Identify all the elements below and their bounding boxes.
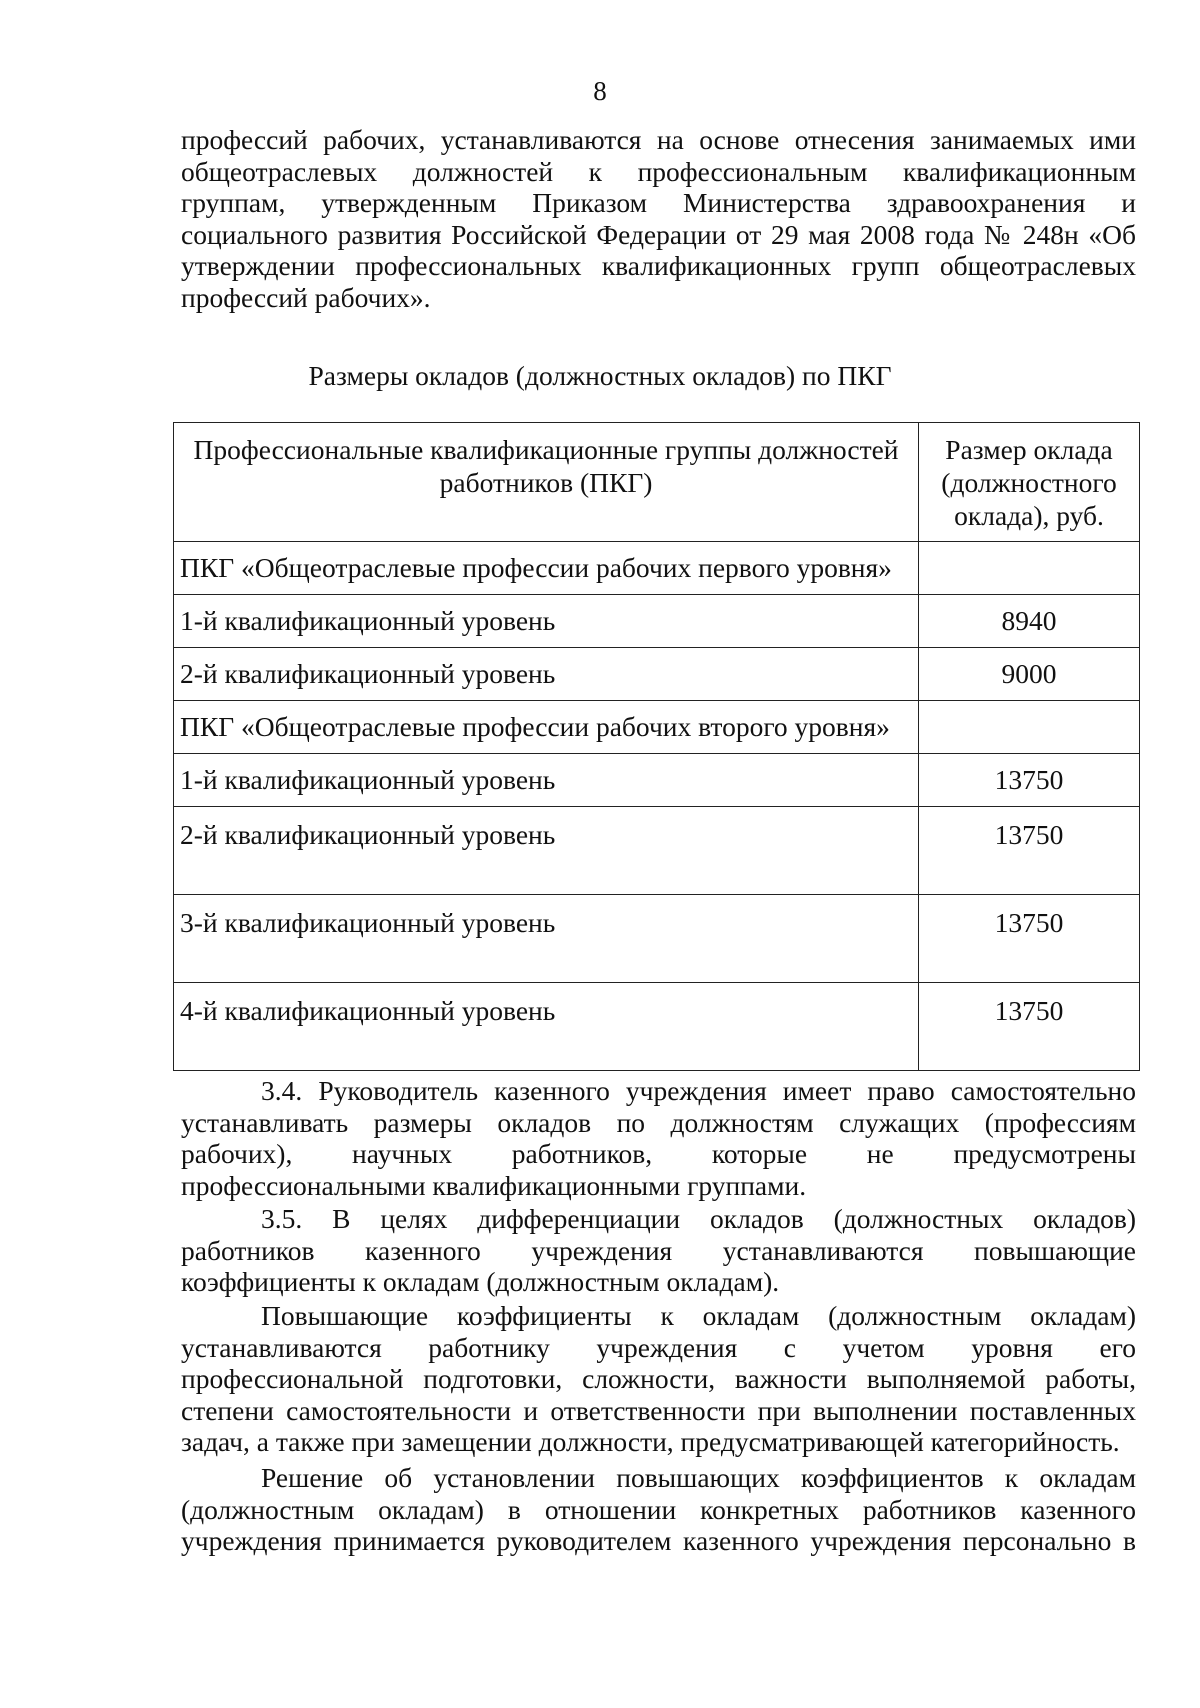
paragraph-line: устанавливать размеры окладов по должностям служащих (профессиям (181, 1106, 1136, 1138)
paragraph-line: Решение об установлении повышающих коэффициентов к окладам (261, 1462, 1136, 1493)
paragraph-line: Повышающие коэффициенты к окладам (должностным окладам) (261, 1300, 1136, 1331)
row-value (919, 701, 1140, 754)
row-value: 8940 (919, 595, 1140, 648)
table-row (174, 595, 1140, 648)
paragraph-decision (181, 1462, 1136, 1557)
page-number: 8 (593, 76, 607, 106)
paragraph-coefficients (181, 1300, 1136, 1458)
row-value: 13750 (919, 754, 1140, 807)
paragraph-line: профессиональными квалификационными группами. (181, 1169, 807, 1201)
paragraph-line: работников казенного учреждения устанавливаются повышающие (181, 1234, 1136, 1266)
paragraph-line: устанавливаются работнику учреждения с учетом уровня его (181, 1331, 1136, 1363)
intro-paragraph (181, 124, 1136, 313)
table-row (174, 895, 1140, 983)
table-row (174, 648, 1140, 701)
row-name: 2-й квалификационный уровень (174, 807, 919, 895)
table-header-row (174, 423, 1140, 542)
row-name: 4-й квалификационный уровень (174, 983, 919, 1071)
paragraph-line: профессиональной подготовки, сложности, важности выполняемой работы, (181, 1363, 1136, 1394)
intro-line: группам, утвержденным Приказом Министерства здравоохранения и (181, 187, 1136, 218)
table-row (174, 701, 1140, 754)
row-name: 1-й квалификационный уровень (174, 595, 919, 648)
row-value (919, 542, 1140, 595)
row-name: ПКГ «Общеотраслевые профессии рабочих второго уровня» (174, 701, 919, 754)
intro-line: социального развития Российской Федерации от 29 мая 2008 года № 248н «Об (181, 218, 1136, 250)
paragraph-line: учреждения принимается руководителем казенного учреждения персонально в (181, 1525, 1136, 1556)
paragraph-line: степени самостоятельности и ответственности при выполнении поставленных (181, 1394, 1136, 1426)
row-value: 13750 (919, 983, 1140, 1071)
paragraph-line: (должностным окладам) в отношении конкретных работников казенного (181, 1493, 1136, 1525)
intro-line: профессий рабочих, устанавливаются на основе отнесения занимаемых ими (181, 124, 1136, 155)
row-name: ПКГ «Общеотраслевые профессии рабочих первого уровня» (174, 542, 919, 595)
row-value: 13750 (919, 807, 1140, 895)
row-name: 2-й квалификационный уровень (174, 648, 919, 701)
table-row (174, 983, 1140, 1071)
header-right-line: оклада), руб. (954, 500, 1104, 531)
paragraph-line: рабочих), научных работников, которые не предусмотрены (181, 1138, 1136, 1169)
paragraph-line: задач, а также при замещении должности, предусматривающей категорийность. (181, 1426, 1120, 1457)
intro-line: общеотраслевых должностей к профессиональным квалификационным (181, 155, 1136, 187)
salary-table (173, 422, 1140, 1071)
table-row (174, 807, 1140, 895)
row-value: 9000 (919, 648, 1140, 701)
header-right-line: (должностного (941, 467, 1117, 498)
paragraph-line: коэффициенты к окладам (должностным окладам). (181, 1266, 780, 1297)
intro-line: профессий рабочих». (181, 281, 431, 313)
header-left: Профессиональные квалификационные группы должностей работников (ПКГ) (174, 423, 919, 542)
intro-line: утверждении профессиональных квалификационных групп общеотраслевых (181, 250, 1136, 281)
paragraph-3-5 (181, 1203, 1136, 1298)
header-right (919, 423, 1140, 542)
paragraph-line: 3.5. В целях дифференциации окладов (должностных окладов) (261, 1203, 1136, 1234)
paragraph-line: 3.4. Руководитель казенного учреждения имеет право самостоятельно (261, 1075, 1136, 1106)
paragraph-3-4 (181, 1075, 1136, 1201)
row-name: 1-й квалификационный уровень (174, 754, 919, 807)
table-row (174, 542, 1140, 595)
header-right-line: Размер оклада (945, 434, 1113, 465)
table-title: Размеры окладов (должностных окладов) по ПКГ (308, 360, 892, 391)
row-value: 13750 (919, 895, 1140, 983)
row-name: 3-й квалификационный уровень (174, 895, 919, 983)
table-row (174, 754, 1140, 807)
